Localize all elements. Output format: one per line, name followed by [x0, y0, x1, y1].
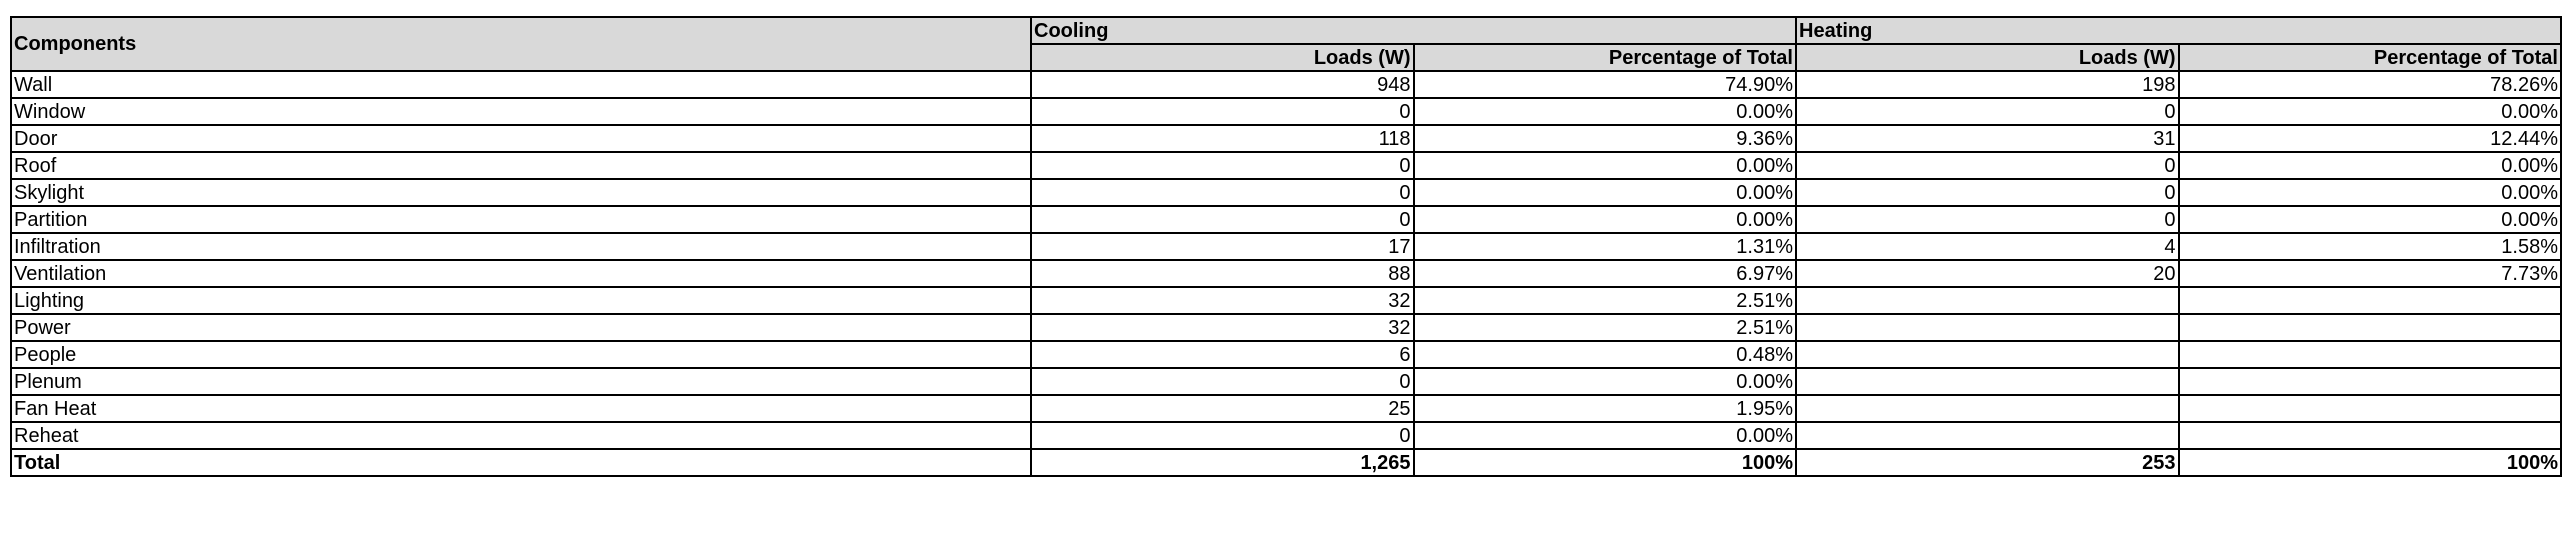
component-name-cell: Window — [11, 98, 1031, 125]
table-row — [11, 341, 2561, 368]
heating-loads-cell: 31 — [1796, 125, 2179, 152]
heating-loads-cell — [1796, 368, 2179, 395]
heating-percentage-cell: 0.00% — [2179, 98, 2562, 125]
heating-percentage-cell — [2179, 422, 2562, 449]
heating-percentage-cell — [2179, 341, 2562, 368]
table-row — [11, 422, 2561, 449]
component-name-cell: Plenum — [11, 368, 1031, 395]
cooling-percentage-cell: 0.00% — [1414, 422, 1797, 449]
component-name-cell: Partition — [11, 206, 1031, 233]
heating-percentage-cell — [2179, 368, 2562, 395]
table-header — [11, 17, 2561, 71]
heating-loads-cell — [1796, 395, 2179, 422]
heating-loads-cell: 198 — [1796, 71, 2179, 98]
component-name-cell: Wall — [11, 71, 1031, 98]
cooling-loads-header: Loads (W) — [1031, 44, 1414, 71]
component-name-cell: Fan Heat — [11, 395, 1031, 422]
heating-percentage-cell — [2179, 395, 2562, 422]
cooling-loads-cell: 0 — [1031, 98, 1414, 125]
cooling-loads-cell: 0 — [1031, 422, 1414, 449]
component-name-cell: Power — [11, 314, 1031, 341]
cooling-percentage-cell: 74.90% — [1414, 71, 1797, 98]
cooling-percentage-cell: 100% — [1414, 449, 1797, 476]
cooling-percentage-cell: 0.00% — [1414, 206, 1797, 233]
table-row — [11, 314, 2561, 341]
heating-percentage-cell: 0.00% — [2179, 152, 2562, 179]
component-name-cell: People — [11, 341, 1031, 368]
cooling-loads-cell: 0 — [1031, 179, 1414, 206]
cooling-loads-cell: 25 — [1031, 395, 1414, 422]
table-row — [11, 152, 2561, 179]
table-row — [11, 71, 2561, 98]
heating-percentage-cell: 1.58% — [2179, 233, 2562, 260]
heating-loads-cell — [1796, 314, 2179, 341]
cooling-percentage-cell: 0.00% — [1414, 152, 1797, 179]
heating-loads-cell: 20 — [1796, 260, 2179, 287]
heating-loads-cell: 253 — [1796, 449, 2179, 476]
cooling-loads-cell: 1,265 — [1031, 449, 1414, 476]
component-loads-table — [10, 16, 2562, 477]
component-name-cell: Door — [11, 125, 1031, 152]
cooling-percentage-cell: 9.36% — [1414, 125, 1797, 152]
cooling-loads-cell: 32 — [1031, 287, 1414, 314]
table-row — [11, 98, 2561, 125]
heating-percentage-header: Percentage of Total — [2179, 44, 2562, 71]
cooling-loads-cell: 17 — [1031, 233, 1414, 260]
cooling-loads-cell: 948 — [1031, 71, 1414, 98]
heating-loads-cell — [1796, 341, 2179, 368]
cooling-percentage-cell: 2.51% — [1414, 287, 1797, 314]
component-name-cell: Lighting — [11, 287, 1031, 314]
cooling-loads-cell: 0 — [1031, 368, 1414, 395]
total-row — [11, 449, 2561, 476]
cooling-loads-cell: 0 — [1031, 152, 1414, 179]
heating-loads-cell: 0 — [1796, 98, 2179, 125]
component-name-cell: Total — [11, 449, 1031, 476]
heating-loads-cell: 4 — [1796, 233, 2179, 260]
cooling-loads-cell: 6 — [1031, 341, 1414, 368]
heating-percentage-cell: 0.00% — [2179, 206, 2562, 233]
cooling-percentage-cell: 1.31% — [1414, 233, 1797, 260]
cooling-percentage-cell: 1.95% — [1414, 395, 1797, 422]
cooling-group-header: Cooling — [1031, 17, 1796, 44]
cooling-percentage-cell: 0.48% — [1414, 341, 1797, 368]
heating-loads-cell — [1796, 287, 2179, 314]
cooling-percentage-cell: 0.00% — [1414, 368, 1797, 395]
table-row — [11, 395, 2561, 422]
heating-percentage-cell: 12.44% — [2179, 125, 2562, 152]
component-name-cell: Skylight — [11, 179, 1031, 206]
header-row-groups — [11, 17, 2561, 44]
heating-percentage-cell: 78.26% — [2179, 71, 2562, 98]
heating-loads-cell: 0 — [1796, 179, 2179, 206]
cooling-loads-cell: 32 — [1031, 314, 1414, 341]
component-name-cell: Ventilation — [11, 260, 1031, 287]
heating-loads-cell — [1796, 422, 2179, 449]
cooling-percentage-cell: 0.00% — [1414, 98, 1797, 125]
heating-loads-header: Loads (W) — [1796, 44, 2179, 71]
heating-percentage-cell: 0.00% — [2179, 179, 2562, 206]
heating-percentage-cell — [2179, 287, 2562, 314]
components-column-header: Components — [11, 17, 1031, 71]
table-row — [11, 260, 2561, 287]
heating-group-header: Heating — [1796, 17, 2561, 44]
table-row — [11, 206, 2561, 233]
cooling-percentage-header: Percentage of Total — [1414, 44, 1797, 71]
table-row — [11, 233, 2561, 260]
table-body — [11, 71, 2561, 476]
heating-percentage-cell: 7.73% — [2179, 260, 2562, 287]
table-row — [11, 287, 2561, 314]
component-name-cell: Reheat — [11, 422, 1031, 449]
table-row — [11, 368, 2561, 395]
heating-loads-cell: 0 — [1796, 152, 2179, 179]
cooling-percentage-cell: 2.51% — [1414, 314, 1797, 341]
loads-table-container — [10, 16, 2562, 477]
heating-loads-cell: 0 — [1796, 206, 2179, 233]
cooling-percentage-cell: 6.97% — [1414, 260, 1797, 287]
heating-percentage-cell: 100% — [2179, 449, 2562, 476]
cooling-percentage-cell: 0.00% — [1414, 179, 1797, 206]
table-row — [11, 125, 2561, 152]
heating-percentage-cell — [2179, 314, 2562, 341]
cooling-loads-cell: 0 — [1031, 206, 1414, 233]
component-name-cell: Roof — [11, 152, 1031, 179]
component-name-cell: Infiltration — [11, 233, 1031, 260]
cooling-loads-cell: 118 — [1031, 125, 1414, 152]
cooling-loads-cell: 88 — [1031, 260, 1414, 287]
table-row — [11, 179, 2561, 206]
